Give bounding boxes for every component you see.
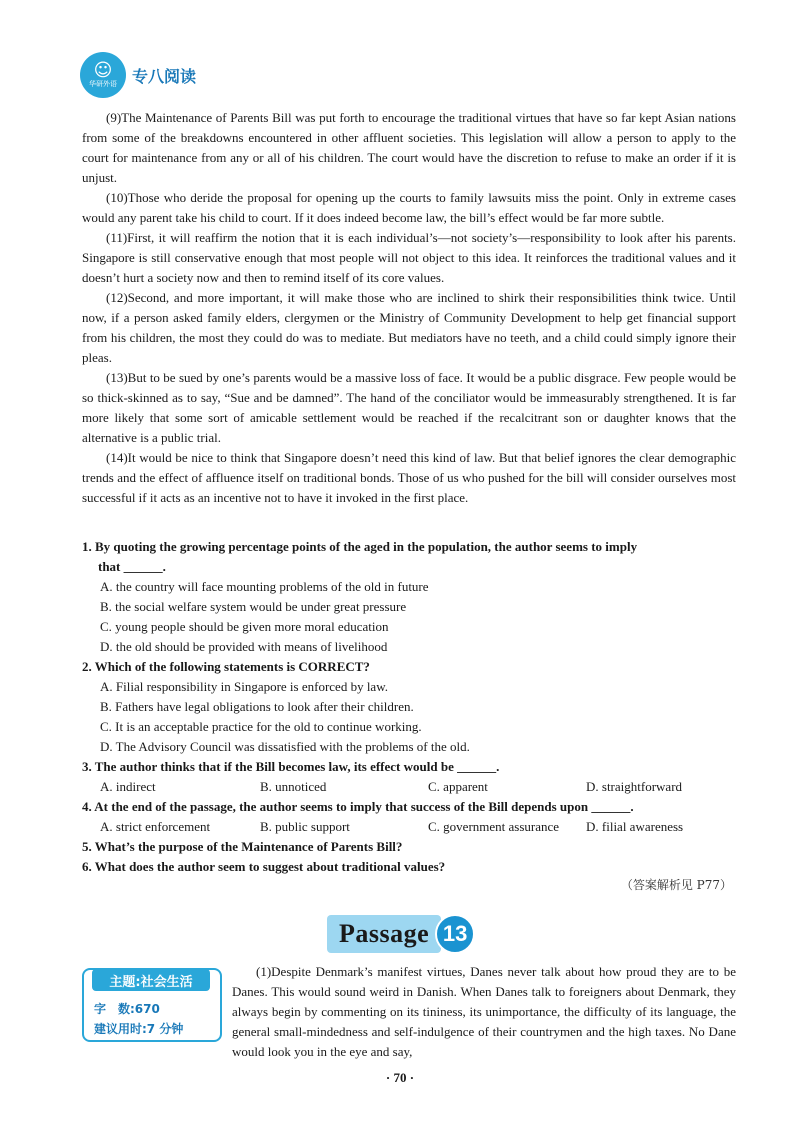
publisher-logo	[80, 52, 126, 98]
question-1-line-2: that ______.	[98, 559, 166, 574]
theme-title: 主题:社会生活	[92, 969, 210, 991]
q1-option-a: A. the country will face mounting problems of the old in future	[100, 579, 429, 594]
theme-info-box	[82, 968, 222, 1042]
q3-option-d: D. straightforward	[586, 779, 683, 794]
q3-option-b: B. unnoticed	[260, 779, 327, 794]
passage-number-badge: 13	[435, 914, 475, 954]
page-header	[80, 50, 196, 100]
passage-banner	[327, 908, 475, 960]
paragraph-10: (10)Those who deride the proposal for opening up the courts to family lawsuits miss the point. Only in extreme cases would any parent take his child to court. If it does indeed become law, the bill’s effect would be far more subtle.	[82, 190, 736, 225]
question-list	[82, 537, 742, 877]
q4-options	[82, 817, 742, 837]
paragraph-9: (9)The Maintenance of Parents Bill was put forth to encourage the traditional virtues that have so far kept Asian nations from some of the breakdowns encountered in other affluent societies. This legislation will allow a person to apply to the court for maintenance from any or all of his children. The court would have the discretion to refuse to make an order if it is unjust.	[82, 110, 736, 185]
q4-option-d: D. filial awareness	[586, 819, 684, 834]
passage-12-body	[82, 108, 736, 508]
frog-logo-icon: ☺	[93, 59, 113, 81]
book-section-title: 专八阅读	[132, 66, 197, 86]
paragraph-11: (11)First, it will reaffirm the notion that it is each individual’s—not society’s—responsibility to look after his parents. Singapore is still conservative enough that most people will not object to this idea. It reinforces the traditional values and it doesn’t hurt a society now and then to remind itself of its core values.	[82, 230, 736, 285]
q3-options	[82, 777, 742, 797]
suggested-time: 建议用时:7 分钟	[94, 1022, 184, 1036]
paragraph-14: (14)It would be nice to think that Singapore doesn’t need this kind of law. But that belief ignores the clear demographic trends and the effect of affluence itself on traditional bonds. Those of us who pushed for the bill will consider ourselves most successful if it acts as an incentive not to have it invoked in the first place.	[82, 450, 736, 505]
q3-option-a: A. indirect	[100, 779, 156, 794]
page-number: · 70 ·	[385, 1070, 415, 1085]
q2-option-b: B. Fathers have legal obligations to look after their children.	[100, 699, 414, 714]
word-count: 字 数:670	[94, 1002, 160, 1016]
q2-option-c: C. It is an acceptable practice for the old to continue working.	[100, 719, 422, 734]
q4-option-a: A. strict enforcement	[100, 819, 211, 834]
q2-option-d: D. The Advisory Council was dissatisfied with the problems of the old.	[100, 739, 470, 754]
paragraph-13: (13)But to be sued by one’s parents would be a massive loss of face. It would be a public disgrace. Few people would be so thick-skinned as to say, “Sue and be damned”. The hand of the conciliator would be immeasurably strengthened. It is far more likely that some sort of amicable settlement would be reached if the recalcitrant son or daughter knows that the alternative is a public trial.	[82, 370, 736, 445]
question-5: 5. What’s the purpose of the Maintenance of Parents Bill?	[82, 839, 403, 854]
question-3: 3. The author thinks that if the Bill becomes law, its effect would be ______.	[82, 759, 500, 774]
q1-option-b: B. the social welfare system would be under great pressure	[100, 599, 407, 614]
question-2: 2. Which of the following statements is CORRECT?	[82, 659, 370, 674]
passage-13-paragraph-1: (1)Despite Denmark’s manifest virtues, Danes never talk about how proud they are to be Danes. This would sound weird in Danish. When Danes talk to foreigners about Denmark, they always begin by commenting on its tininess, its unimportance, the difficulty of its language, the general small-mindedness and self-indulgence of their countrymen and the high taxes. No Dane would look you in the eye and say,	[232, 964, 736, 1059]
q1-option-d: D. the old should be provided with means of livelihood	[100, 639, 388, 654]
question-4: 4. At the end of the passage, the author seems to imply that success of the Bill depends upon ______.	[82, 799, 634, 814]
q1-option-c: C. young people should be given more moral education	[100, 619, 389, 634]
q4-option-c: C. government assurance	[428, 819, 560, 834]
q2-option-a: A. Filial responsibility in Singapore is enforced by law.	[100, 679, 388, 694]
answer-reference: （答案解析见 P77）	[620, 878, 732, 892]
q3-option-c: C. apparent	[428, 779, 488, 794]
paragraph-12: (12)Second, and more important, it will make those who are inclined to shirk their responsibilities think twice. Until now, if a person asked family elders, clergymen or the Ministry of Community Development to help get financial support from his children, the most they could do was to mediate. But mediators have no teeth, and a child could simply ignore their pleas.	[82, 290, 736, 365]
q4-option-b: B. public support	[260, 819, 350, 834]
passage-label: Passage	[327, 915, 441, 953]
logo-brand-text: 华研外语	[89, 79, 117, 88]
question-1	[82, 537, 742, 577]
question-1-line-1: 1. By quoting the growing percentage points of the aged in the population, the author seems to imply	[82, 539, 638, 554]
question-6: 6. What does the author seem to suggest about traditional values?	[82, 859, 446, 874]
